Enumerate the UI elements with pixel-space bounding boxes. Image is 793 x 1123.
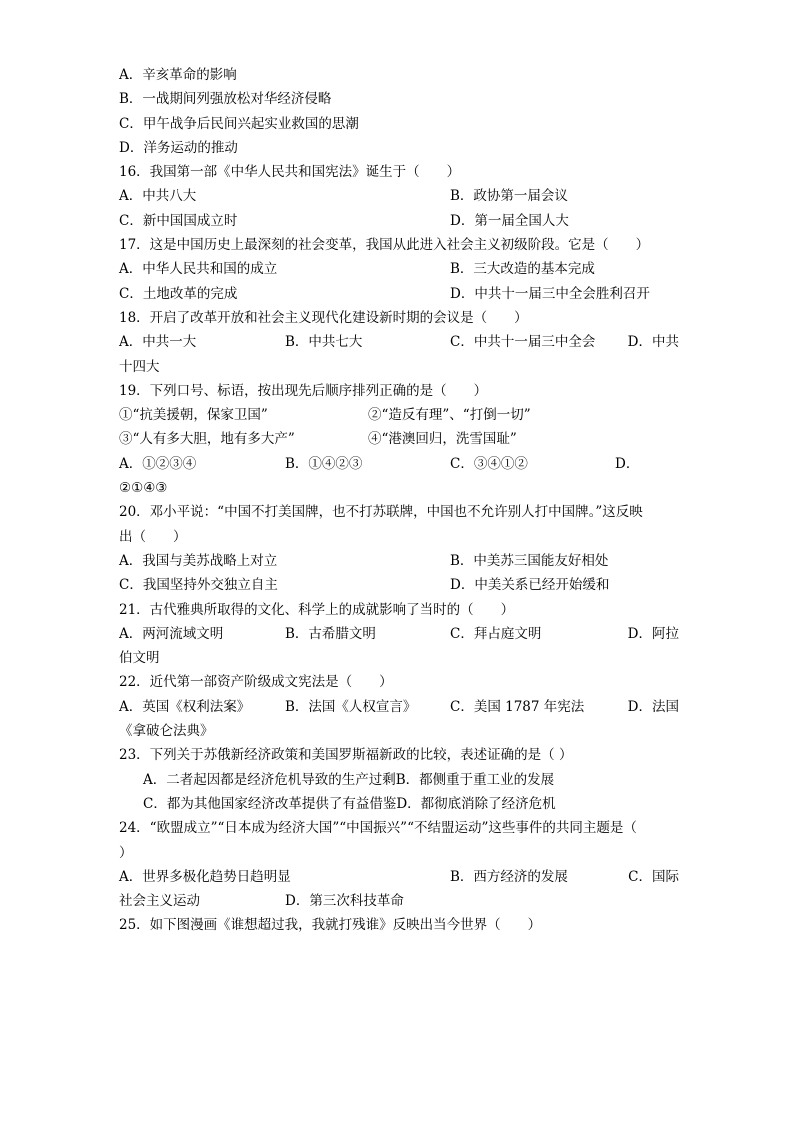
- question-text: 25．如下图漫画《谁想超过我，我就打残谁》反映出当今世界（ ）: [119, 917, 542, 934]
- option-a: A．①②③④: [119, 455, 197, 472]
- option-row: [119, 184, 679, 208]
- question-text: 16．我国第一部《中华人民共和国宪法》诞生于（ ）: [119, 164, 461, 181]
- option-c: C．我国坚持外交独立自主: [119, 577, 278, 594]
- question-text: 17．这是中国历史上最深刻的社会变革，我国从此进入社会主义初级阶段。它是（ ）: [119, 237, 650, 254]
- exam-page: [119, 63, 679, 938]
- option-text: 十四大: [119, 358, 160, 375]
- option-a: A．世界多极化趋势日趋明显: [119, 868, 291, 885]
- option-d: D．阿拉: [627, 625, 679, 642]
- question-text: 19．下列口号、标语，按出现先后顺序排列正确的是（ ）: [119, 382, 488, 399]
- question-17: [119, 233, 679, 257]
- option-b: B．三大改造的基本完成: [450, 261, 595, 278]
- question-18: [119, 306, 679, 330]
- question-wrap: [119, 525, 679, 549]
- option-d: D．中共十一届三中全会胜利召开: [450, 285, 650, 302]
- option-text: ②①④③: [119, 480, 168, 497]
- option-row: [119, 889, 679, 913]
- question-text: 出（ ）: [119, 528, 187, 545]
- question-text: 24．“欧盟成立”“日本成为经济大国”“中国振兴”“不结盟运动”这些事件的共同主题是（: [119, 820, 637, 837]
- question-text: 21．古代雅典所取得的文化、科学上的成就影响了当时的（ ）: [119, 601, 515, 618]
- option-line: [119, 112, 679, 136]
- option-d: D．中美关系已经开始缓和: [450, 577, 610, 594]
- option-text: A．二者起因都是经济危机导致的生产过剩B．都侧重于重工业的发展: [143, 771, 555, 788]
- option-line: [119, 63, 679, 87]
- option-row: [119, 330, 679, 354]
- option-text: 伯文明: [119, 650, 160, 667]
- option-a: A．两河流域文明: [119, 625, 224, 642]
- option-line: [119, 87, 679, 111]
- option-d: D．第三次科技革命: [285, 893, 404, 910]
- question-25: [119, 913, 679, 937]
- option-wrap: [119, 646, 679, 670]
- option-c: C．中共十一届三中全会: [450, 334, 596, 351]
- question-text: 22．近代第一部资产阶级成文宪法是（ ）: [119, 674, 393, 691]
- question-22: [119, 670, 679, 694]
- option-b: B．中美苏三国能友好相处: [450, 552, 609, 569]
- statement-1: ①“抗美援朝，保家卫国”: [119, 407, 268, 424]
- option-b: B．西方经济的发展: [450, 868, 568, 885]
- option-line: [119, 136, 679, 160]
- option-row: [119, 282, 679, 306]
- statement-row: [119, 427, 679, 451]
- option-text: C．都为其他国家经济改革提供了有益借鉴D．都彻底消除了经济危机: [143, 795, 556, 812]
- option-text: A．辛亥革命的影响: [119, 67, 237, 83]
- question-text: 20．邓小平说：“中国不打美国牌，也不打苏联牌，中国也不允许别人打中国牌。”这反映: [119, 504, 643, 521]
- option-row: [119, 549, 679, 573]
- option-row: [119, 622, 679, 646]
- option-a: A．英国《权利法案》: [119, 698, 251, 715]
- option-row: [119, 452, 679, 476]
- option-c: C．拜占庭文明: [450, 625, 542, 642]
- option-row: [119, 695, 679, 719]
- option-row: [119, 865, 679, 889]
- option-b: B．法国《人权宣言》: [285, 698, 417, 715]
- option-row-ab: [119, 768, 679, 792]
- option-text: C．甲午战争后民间兴起实业救国的思潮: [119, 115, 359, 132]
- option-row-cd: [119, 792, 679, 816]
- statement-2: ②“造反有理”、“打倒一切”: [368, 407, 531, 424]
- question-19: [119, 379, 679, 403]
- option-c: C．新中国国成立时: [119, 212, 238, 229]
- option-d: D．法国: [627, 698, 679, 715]
- option-b: B．古希腊文明: [285, 625, 376, 642]
- question-20: [119, 500, 679, 524]
- option-text: D．洋务运动的推动: [119, 139, 238, 156]
- option-row: [119, 257, 679, 281]
- option-a: A．我国与美苏战略上对立: [119, 552, 278, 569]
- option-a: A．中共八大: [119, 188, 197, 205]
- option-wrap: [119, 719, 679, 743]
- option-c: C．土地改革的完成: [119, 285, 238, 302]
- option-d: D．: [615, 455, 640, 472]
- question-text: 23．下列关于苏俄新经济政策和美国罗斯福新政的比较，表述证确的是（ ）: [119, 747, 573, 764]
- option-b: B．中共七大: [285, 334, 363, 351]
- option-b: B．①④②③: [285, 455, 363, 472]
- option-c: C．③④①②: [450, 455, 528, 472]
- question-wrap: [119, 841, 679, 865]
- statement-4: ④“港澳回归，洗雪国耻”: [368, 431, 517, 448]
- question-text: 18．开启了改革开放和社会主义现代化建设新时期的会议是（ ）: [119, 309, 528, 326]
- statement-row: [119, 403, 679, 427]
- option-d: D．第一届全国人大: [450, 212, 569, 229]
- option-c: C．美国 1787 年宪法: [450, 698, 585, 715]
- option-d: D．中共: [627, 334, 679, 351]
- question-21: [119, 598, 679, 622]
- question-23: [119, 743, 679, 767]
- option-text: 《拿破仑法典》: [119, 723, 214, 740]
- option-c-wrap: 社会主义运动: [119, 893, 200, 910]
- option-b: B．政协第一届会议: [450, 188, 568, 205]
- statement-3: ③“人有多大胆，地有多大产”: [119, 431, 295, 448]
- question-16: [119, 160, 679, 184]
- option-a: A．中共一大: [119, 334, 197, 351]
- option-text: B．一战期间列强放松对华经济侵略: [119, 91, 332, 108]
- option-c: C．国际: [628, 868, 679, 885]
- question-24: [119, 816, 679, 840]
- option-a: A．中华人民共和国的成立: [119, 261, 278, 278]
- option-wrap: [119, 476, 679, 500]
- option-wrap: [119, 355, 679, 379]
- question-text: ）: [119, 844, 133, 861]
- option-row: [119, 573, 679, 597]
- option-row: [119, 209, 679, 233]
